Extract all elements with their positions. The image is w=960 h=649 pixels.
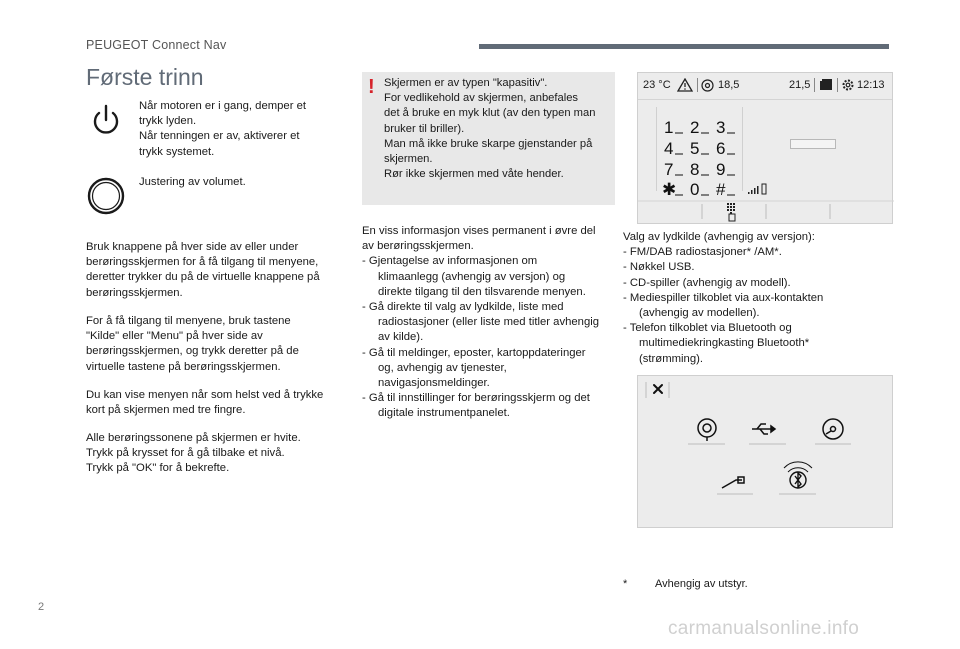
list-item: - Nøkkel USB.: [623, 261, 695, 274]
value-left: 18,5: [718, 79, 740, 91]
touchscreen-illustration-keypad: [637, 72, 893, 224]
page-title: Første trinn: [86, 64, 204, 90]
paragraph-buttons: Bruk knappene på hver side av eller under berøringsskjermen for å få tilgang til menyene, deretter trykker du på de virtuelle knappene på berøringsskjermen.: [86, 241, 320, 299]
watermark: carmanualsonline.info: [668, 618, 860, 639]
key-hash: #: [716, 180, 726, 199]
touchscreen-illustration-sources: [637, 375, 893, 528]
running-header: PEUGEOT Connect Nav: [86, 38, 227, 52]
footnote-text: Avhengig av utstyr.: [655, 578, 748, 590]
warning-box: [362, 72, 615, 205]
radio-icon: [698, 419, 716, 441]
battery-icon: [762, 184, 766, 194]
permanent-info-text: En viss informasjon vises permanent i øvre del av berøringsskjermen. - Gjentagelse av informasjonen om klimaanlegg (avhengig av versjon) og direkte tilgang til den tilsvarende menyen. - Gå direkte til valg av lydkilde, liste med radiostasjoner (eller liste med titler avhengig av kilde). - Gå til meldinger, eposter, kartoppdateringer og, avhengig av tjenester, navigasjonsmeldinger. - Gå til innstillinger for berøringsskjerm og det digitale instrumentpanelet.: [362, 224, 622, 422]
key-star: ✱: [662, 180, 677, 199]
power-text: Når motoren er i gang, demper et trykk lyden. Når tenningen er av, aktiverer et trykk systemet.: [139, 100, 307, 158]
usb-icon: [752, 424, 775, 434]
header-bar: [479, 44, 889, 49]
volume-knob-icon: [86, 176, 126, 216]
key-1: 1: [664, 118, 674, 137]
key-6: 6: [716, 139, 726, 158]
paragraph-three-fingers: Du kan vise menyen når som helst ved å trykke kort på skjermen med tre fingre.: [86, 389, 324, 417]
list-item: - Gå til meldinger, eposter, kartoppdateringer og, avhengig av tjenester, navigasjonsmeldinger.: [362, 346, 586, 390]
key-9: 9: [716, 160, 726, 179]
key-7: 7: [664, 160, 674, 179]
bluetooth-icon: [784, 462, 812, 488]
key-0: 0: [690, 180, 700, 199]
page-number: 2: [38, 601, 45, 613]
list-item: - Gå direkte til valg av lydkilde, liste med radiostasjoner (eller liste med titler avhengig av kilde).: [362, 301, 600, 344]
paragraph-menus: For å få tilgang til menyene, bruk tastene "Kilde" eller "Menu" på hver side av berøringsskjermen, og trykk deretter på de virtuelle tastene på berøringsskjermen.: [86, 315, 299, 373]
phone-handset-icon: [729, 214, 735, 221]
audio-sources-text: Valg av lydkilde (avhengig av versjon): - FM/DAB radiostasjoner* /AM*. - Nøkkel USB. - CD-spiller (avhengig av modell). - Mediespiller tilkoblet via aux-kontakten (avhengig av modellen). - Telefon tilkoblet via Bluetooth og multimediekringkasting Bluetooth* (strømming).: [623, 230, 883, 367]
temperature-left: 23 °C: [643, 79, 671, 91]
key-3: 3: [716, 118, 726, 137]
volume-text: Justering av volumet.: [139, 176, 246, 188]
warning-text: Skjermen er av typen "kapasitiv". For vedlikehold av skjermen, anbefales det å bruke en myk klut (av den typen man bruker til briller). Man må ikke bruke skarpe gjenstander på skjermen. Rør ikke skjermen med våte hender.: [384, 77, 596, 181]
list-item: - Gjentagelse av informasjonen om klimaanlegg (avhengig av versjon) og direkte tilgang til den tilsvarende menyen.: [362, 255, 586, 298]
list-item: - CD-spiller (avhengig av modell).: [623, 276, 791, 289]
value-right: 21,5: [789, 79, 811, 91]
list-item: - Mediespiller tilkoblet via aux-kontakten (avhengig av modellen).: [623, 291, 824, 320]
cd-icon: [823, 419, 843, 439]
list-item: - FM/DAB radiostasjoner* /AM*.: [623, 246, 782, 259]
key-5: 5: [690, 139, 700, 158]
list-item: - Gå til innstillinger for berøringsskjerm og det digitale instrumentpanelet.: [362, 392, 590, 420]
key-2: 2: [690, 118, 700, 137]
list-item: - Telefon tilkoblet via Bluetooth og multimediekringkasting Bluetooth* (strømming).: [623, 322, 810, 365]
close-icon: [654, 385, 662, 393]
keypad-grid-icon: [727, 203, 735, 214]
signal-bars-icon: [748, 186, 759, 194]
key-8: 8: [690, 160, 700, 179]
aux-cable-icon: [722, 477, 744, 488]
phone-keypad: [638, 73, 894, 225]
warning-icon: !: [368, 76, 375, 98]
footnote-marker: *: [623, 578, 628, 590]
key-4: 4: [664, 139, 674, 158]
power-icon: [86, 100, 126, 140]
clock: 12:13: [857, 79, 885, 91]
paragraph-touch-zones: Alle berøringssonene på skjermen er hvite. Trykk på krysset for å gå tilbake et nivå. Trykk på "OK" for å bekrefte.: [86, 432, 301, 475]
